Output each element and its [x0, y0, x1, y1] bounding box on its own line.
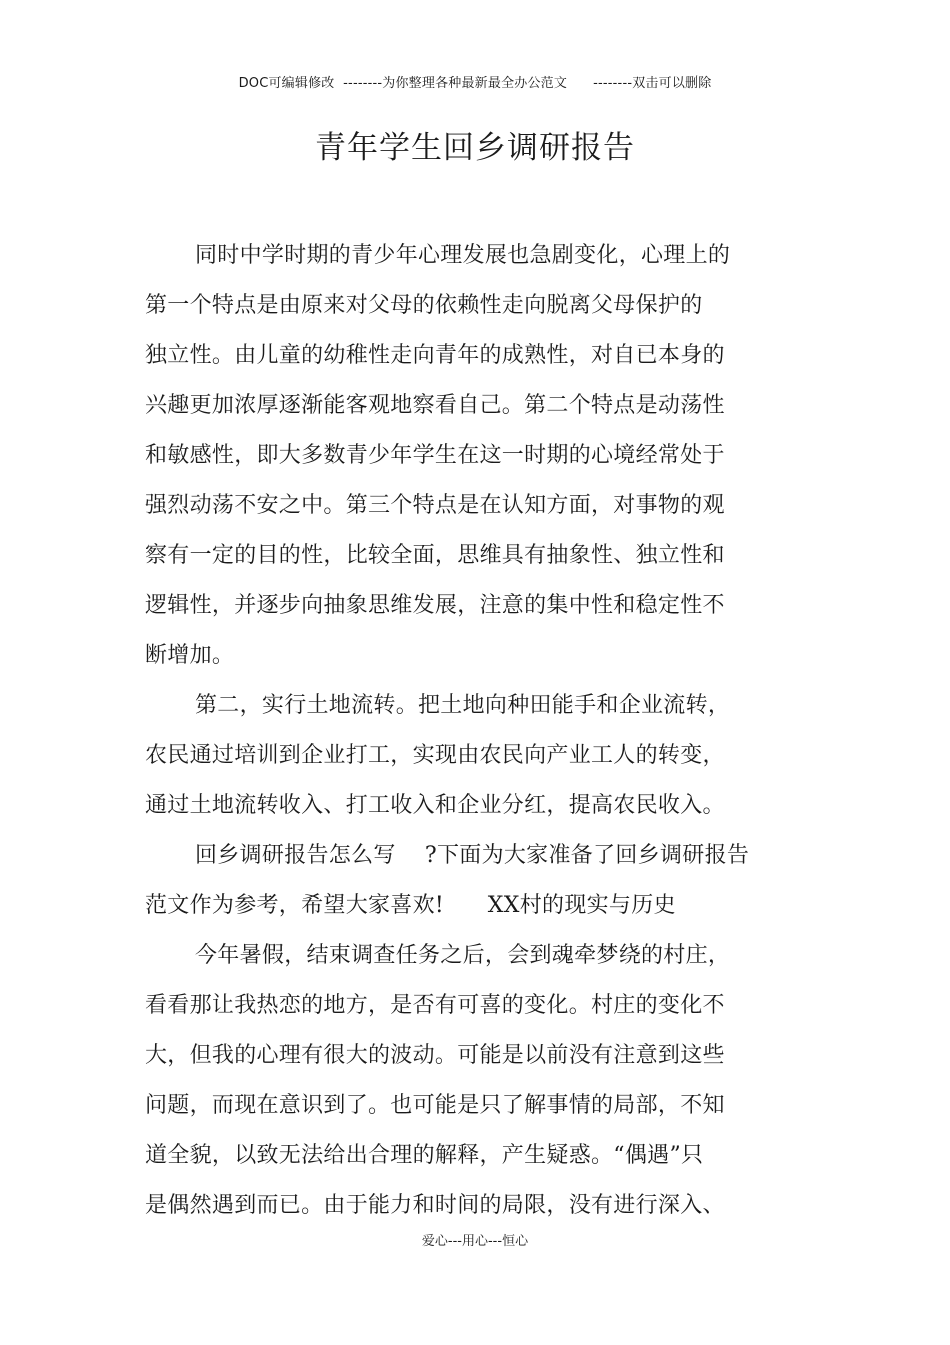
- paragraph-4-line-6: 是偶然遇到而已。由于能力和时间的局限，没有进行深入、: [145, 1193, 725, 1218]
- paragraph-1-line-2: 第一个特点是由原来对父母的依赖性走向脱离父母保护的: [145, 293, 703, 318]
- paragraph-1-line-5: 和敏感性，即大多数青少年学生在这一时期的心境经常处于: [145, 443, 725, 468]
- page-footer: 爱心---用心---恒心: [421, 1234, 529, 1249]
- paragraph-4-line-2: 看看那让我热恋的地方，是否有可喜的变化。村庄的变化不: [145, 993, 725, 1018]
- paragraph-4-line-1: 今年暑假，结束调查任务之后，会到魂牵梦绕的村庄，: [195, 943, 731, 968]
- paragraph-1-line-9: 断增加。: [145, 643, 235, 668]
- paragraph-1-line-1: 同时中学时期的青少年心理发展也急剧变化，心理上的: [195, 243, 731, 268]
- page-header: [0, 72, 950, 91]
- paragraph-2-line-2: 农民通过培训到企业打工，实现由农民向产业工人的转变，: [145, 743, 725, 768]
- paragraph-3-line-1: 回乡调研报告怎么写 ?下面为大家准备了回乡调研报告: [195, 843, 750, 868]
- paragraph-2-line-1: 第二，实行土地流转。把土地向种田能手和企业流转，: [195, 693, 731, 718]
- header-part-1: DOC可编辑修改: [238, 76, 335, 91]
- document-title: 青年学生回乡调研报告: [315, 130, 635, 166]
- paragraph-1-line-7: 察有一定的目的性，比较全面，思维具有抽象性、独立性和: [145, 543, 725, 568]
- paragraph-2-line-3: 通过土地流转收入、打工收入和企业分红，提高农民收入。: [145, 793, 725, 818]
- paragraph-1-line-4: 兴趣更加浓厚逐渐能客观地察看自己。第二个特点是动荡性: [145, 393, 725, 418]
- paragraph-4-line-5: 道全貌，以致无法给出合理的解释，产生疑惑。“偶遇”只: [145, 1143, 704, 1168]
- paragraph-1-line-3: 独立性。由儿童的幼稚性走向青年的成熟性，对自已本身的: [145, 343, 725, 368]
- paragraph-1-line-8: 逻辑性，并逐步向抽象思维发展，注意的集中性和稳定性不: [145, 593, 725, 618]
- header-part-2: --------为你整理各种最新最全办公范文: [343, 76, 568, 91]
- paragraph-4-line-3: 大，但我的心理有很大的波动。可能是以前没有注意到这些: [145, 1043, 725, 1068]
- document-body: [145, 236, 785, 1236]
- paragraph-1-line-6: 强烈动荡不安之中。第三个特点是在认知方面，对事物的观: [145, 493, 725, 518]
- paragraph-3-line-2: 范文作为参考，希望大家喜欢! XX村的现实与历史: [145, 893, 676, 918]
- header-part-3: --------双击可以删除: [593, 76, 712, 91]
- paragraph-4-line-4: 问题，而现在意识到了。也可能是只了解事情的局部，不知: [145, 1093, 725, 1118]
